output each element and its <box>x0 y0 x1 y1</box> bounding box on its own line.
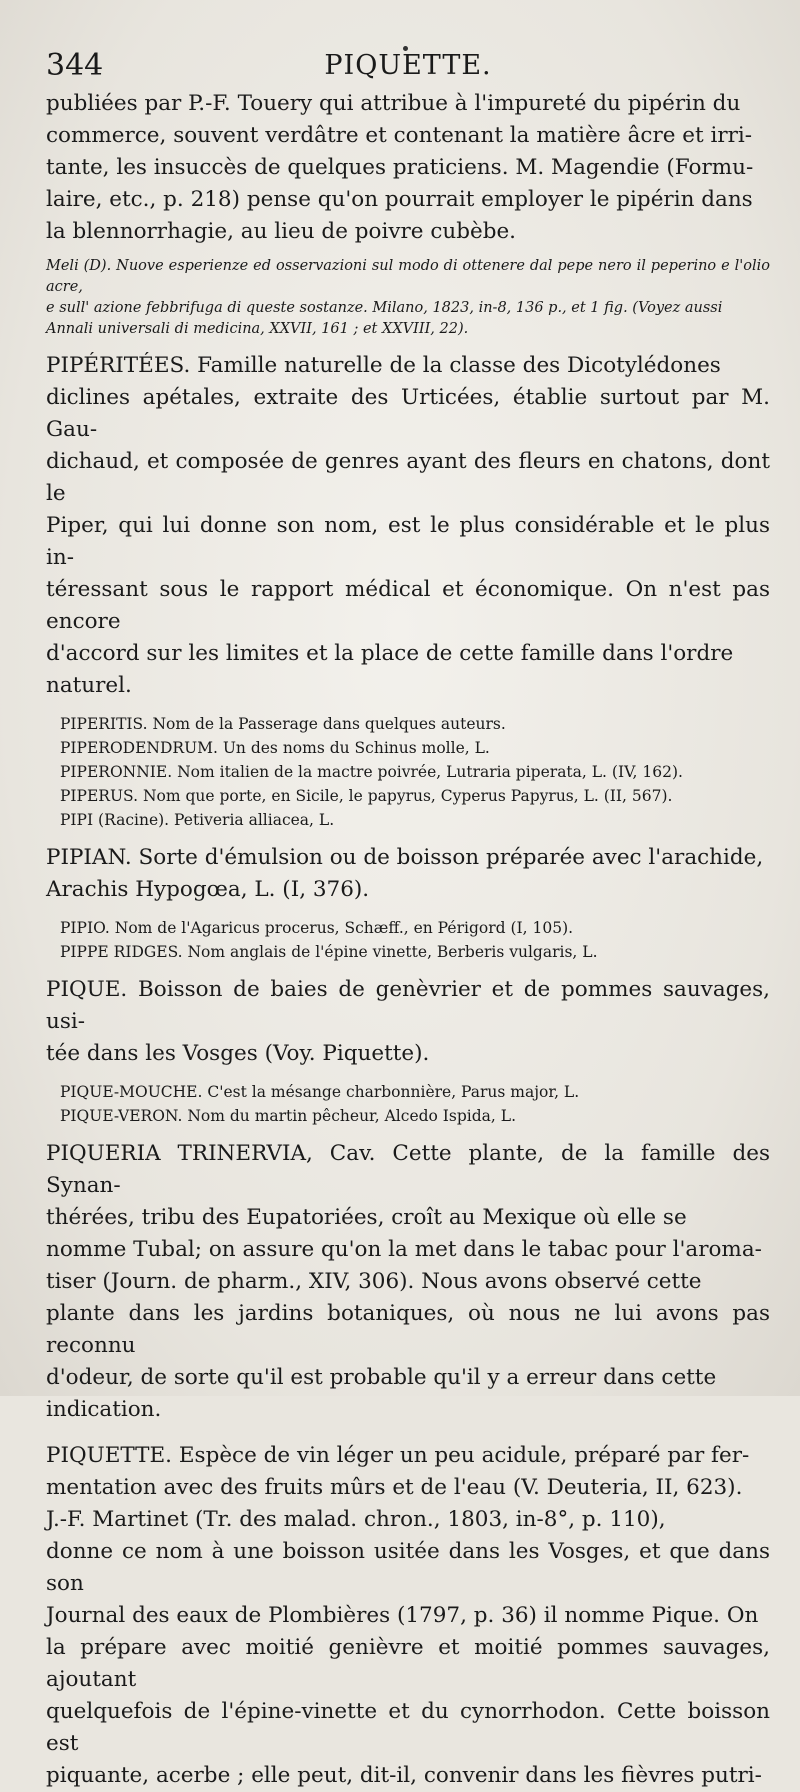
text-line: téressant sous le rapport médical et économique. On n'est pas encore <box>46 577 770 634</box>
text-line: d'odeur, de sorte qu'il est probable qu'il y a erreur dans cette <box>46 1365 717 1390</box>
minor-entries-group-2 <box>60 916 770 964</box>
text-line: piquante, acerbe ; elle peut, dit-il, convenir dans les fièvres putri- <box>46 1763 762 1788</box>
text-line: naturel. <box>46 673 132 698</box>
text-line: plante dans les jardins botaniques, où nous ne lui avons pas reconnu <box>46 1301 770 1358</box>
minor-entry: PIPERONNIE. Nom italien de la mactre poivrée, Lutraria piperata, L. (IV, 162). <box>60 763 683 781</box>
entry-pique <box>46 974 770 1070</box>
note-line: Meli (D). Nuove esperienze ed osservazioni sul modo di ottenere dal pepe nero il peperino e l'olio acre, <box>46 258 770 295</box>
text-line: PIQUE. Boisson de baies de genèvrier et de pommes sauvages, usi- <box>46 977 770 1034</box>
text-line: PIPÉRITÉES. Famille naturelle de la classe des Dicotylédones <box>46 353 721 378</box>
text-line: Piper, qui lui donne son nom, est le plus considérable et le plus in- <box>46 513 770 570</box>
minor-entry: PIQUE-MOUCHE. C'est la mésange charbonnière, Parus major, L. <box>60 1083 580 1101</box>
text-line: tante, les insuccès de quelques praticiens. M. Magendie (Formu- <box>46 155 754 180</box>
text-line: nomme Tubal; on assure qu'on la met dans le tabac pour l'aroma- <box>46 1237 762 1262</box>
minor-entry: PIPI (Racine). Petiveria alliacea, L. <box>60 811 335 829</box>
minor-entry: PIQUE-VERON. Nom du martin pêcheur, Alcedo Ispida, L. <box>60 1107 516 1125</box>
text-line: thérées, tribu des Eupatoriées, croît au Mexique où elle se <box>46 1205 687 1230</box>
minor-entry: PIPERODENDRUM. Un des noms du Schinus molle, L. <box>60 739 490 757</box>
text-line: diclines apétales, extraite des Urticées, établie surtout par M. Gau- <box>46 385 770 442</box>
entry-piqueria <box>46 1138 770 1426</box>
minor-entries-group-3 <box>60 1080 770 1128</box>
note-line: e sull' azione febbrifuga di queste sostanze. Milano, 1823, in-8, 136 p., et 1 fig. (Voyez aussi <box>46 300 723 316</box>
text-line: PIQUERIA TRINERVIA, Cav. Cette plante, de la famille des Synan- <box>46 1141 770 1198</box>
text-line: Arachis Hypogœa, L. (I, 376). <box>46 877 370 902</box>
text-line: PIPIAN. Sorte d'émulsion ou de boisson préparée avec l'arachide, <box>46 845 764 870</box>
minor-entry: PIPERITIS. Nom de la Passerage dans quelques auteurs. <box>60 715 506 733</box>
bibliographic-note <box>46 256 770 340</box>
text-line: quelquefois de l'épine-vinette et du cynorrhodon. Cette boisson est <box>46 1699 770 1756</box>
text-line: publiées par P.-F. Touery qui attribue à l'impureté du pipérin du <box>46 91 741 116</box>
running-head <box>46 48 770 88</box>
text-line: laire, etc., p. 218) pense qu'on pourrait employer le pipérin dans <box>46 187 753 212</box>
text-line: la prépare avec moitié genièvre et moitié pommes sauvages, ajoutant <box>46 1635 770 1692</box>
text-line: Journal des eaux de Plombières (1797, p. 36) il nomme Pique. On <box>46 1603 759 1628</box>
text-line: J.-F. Martinet (Tr. des malad. chron., 1803, in-8°, p. 110), <box>46 1507 666 1532</box>
entry-piperitees <box>46 350 770 702</box>
text-line: la blennorrhagie, au lieu de poivre cubèbe. <box>46 219 517 244</box>
text-line: d'accord sur les limites et la place de cette famille dans l'ordre <box>46 641 734 666</box>
text-line: commerce, souvent verdâtre et contenant la matière âcre et irri- <box>46 123 753 148</box>
note-line: Annali universali di medicina, XXVII, 161 ; et XXVIII, 22). <box>46 321 469 337</box>
minor-entry: PIPIO. Nom de l'Agaricus procerus, Schæff., en Périgord (I, 105). <box>60 919 574 937</box>
minor-entry: PIPPE RIDGES. Nom anglais de l'épine vinette, Berberis vulgaris, L. <box>60 943 598 961</box>
minor-entry: PIPERUS. Nom que porte, en Sicile, le papyrus, Cyperus Papyrus, L. (II, 567). <box>60 787 673 805</box>
entry-piquette <box>46 1440 770 1792</box>
text-line: donne ce nom à une boisson usitée dans les Vosges, et que dans son <box>46 1539 770 1596</box>
entry-pipian <box>46 842 770 906</box>
text-line: indication. <box>46 1397 162 1422</box>
text-line: tée dans les Vosges (Voy. Piquette). <box>46 1041 430 1066</box>
paragraph-continuation <box>46 88 770 248</box>
text-line: dichaud, et composée de genres ayant des fleurs en chatons, dont le <box>46 449 770 506</box>
text-line: mentation avec des fruits mûrs et de l'eau (V. Deuteria, II, 623). <box>46 1475 743 1500</box>
text-line: tiser (Journ. de pharm., XIV, 306). Nous avons observé cette <box>46 1269 702 1294</box>
page-number: 344 <box>46 48 104 83</box>
minor-entries-group-1 <box>60 712 770 832</box>
text-line: PIQUETTE. Espèce de vin léger un peu acidule, préparé par fer- <box>46 1443 750 1468</box>
running-title: PIQUETTE. <box>324 50 492 81</box>
